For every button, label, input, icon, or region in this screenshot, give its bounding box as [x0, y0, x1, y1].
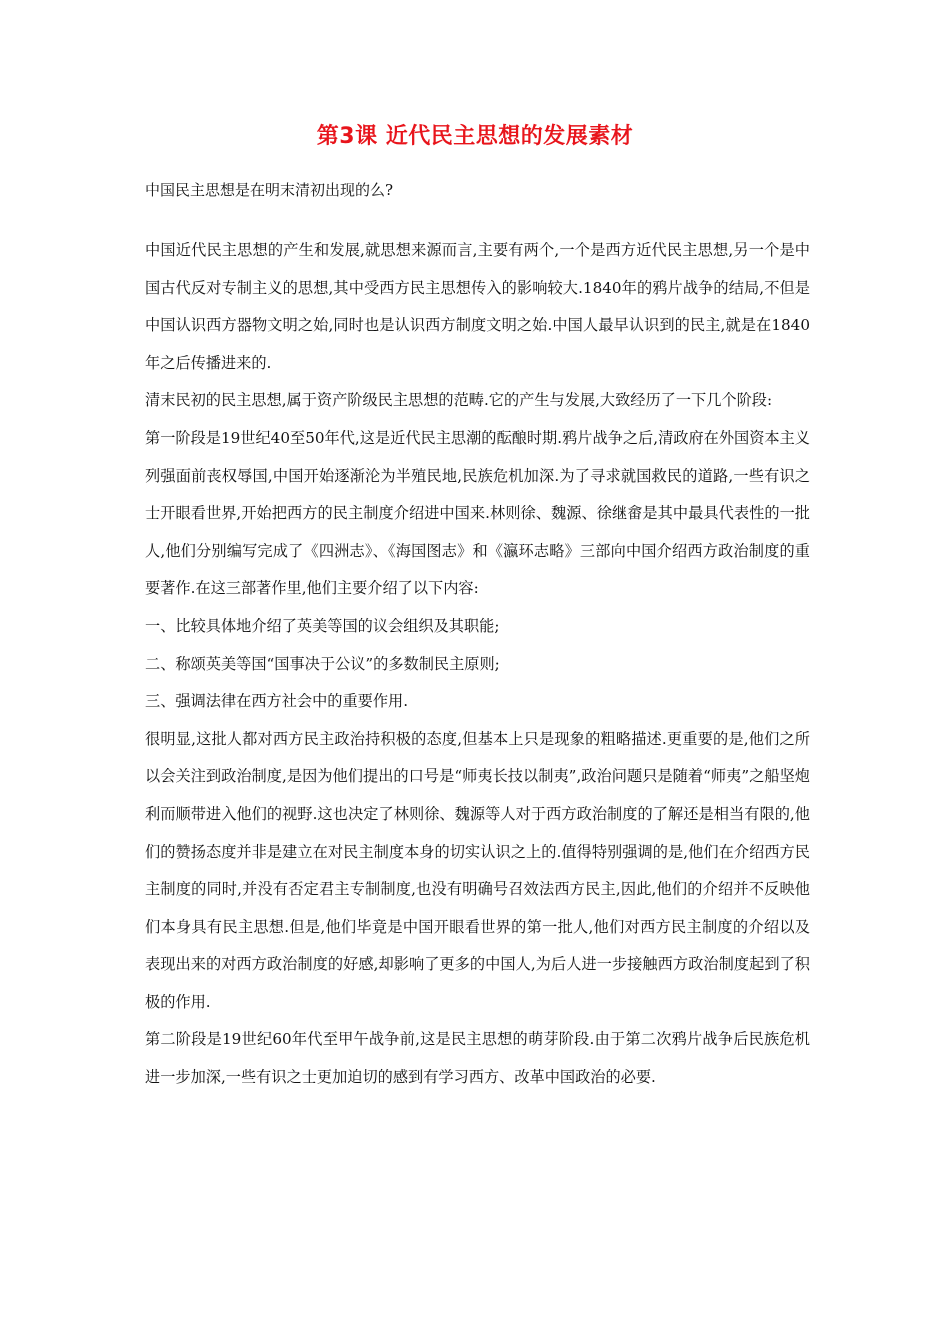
list-item-one: 一、比较具体地介绍了英美等国的议会组织及其职能; — [145, 616, 500, 635]
paragraph-stage-two: 第二阶段是19世纪60年代至甲午战争前,这是民主思想的萌芽阶段.由于第二次鸦片战争后民族危机进一步加深,一些有识之士更加迫切的感到有学习西方、改革中国政治的必要. — [145, 1030, 810, 1087]
list-item-three: 三、强调法律在西方社会中的重要作用. — [145, 692, 409, 711]
paragraph-origins: 中国近代民主思想的产生和发展,就思想来源而言,主要有两个,一个是西方近代民主思想,另一个是中国古代反对专制主义的思想,其中受西方民主思想传入的影响较大.1840年的鸦片战争的结局,不但是中国认识西方器物文明之始,同时也是认识西方制度文明之始.中国人最早认识到的民主,就是在1840年之后传播进来的. — [145, 241, 810, 372]
page-title: 第3课 近代民主思想的发展素材 — [316, 124, 634, 149]
paragraph-stages-intro: 清末民初的民主思想,属于资产阶级民主思想的范畴.它的产生与发展,大致经历了一下几个阶段: — [145, 391, 773, 410]
paragraph-stage-one: 第一阶段是19世纪40至50年代,这是近代民主思潮的酝酿时期.鸦片战争之后,清政府在外国资本主义列强面前丧权辱国,中国开始逐渐沦为半殖民地,民族危机加深.为了寻求就国救民的道路,一些有识之士开眼看世界,开始把西方的民主制度介绍进中国来.林则徐、魏源、徐继畲是其中最具代表性的一批人,他们分别编写完成了《四洲志》、《海国图志》和《瀛环志略》三部向中国介绍西方政治制度的重要著作.在这三部著作里,他们主要介绍了以下内容: — [145, 428, 810, 598]
list-item-two: 二、称颂英美等国“国事决于公议”的多数制民主原则; — [145, 654, 500, 673]
paragraph-analysis: 很明显,这批人都对西方民主政治持积极的态度,但基本上只是现象的粗略描述.更重要的是,他们之所以会关注到政治制度,是因为他们提出的口号是“师夷长技以制夷”,政治问题只是随着“师夷”之船坚炮利而顺带进入他们的视野.这也决定了林则徐、魏源等人对于西方政治制度的了解还是相当有限的,他们的赞扬态度并非是建立在对民主制度本身的切实认识之上的.值得特别强调的是,他们在介绍西方民主制度的同时,并没有否定君主专制制度,也没有明确号召效法西方民主,因此,他们的介绍并不反映他们本身具有民主思想.但是,他们毕竟是中国开眼看世界的第一批人,他们对西方民主制度的介绍以及表现出来的对西方政治制度的好感,却影响了更多的中国人,为后人进一步接触西方政治制度起到了积极的作用. — [145, 729, 810, 1011]
question-line: 中国民主思想是在明末清初出现的么? — [145, 181, 394, 199]
document-body — [145, 232, 810, 1097]
